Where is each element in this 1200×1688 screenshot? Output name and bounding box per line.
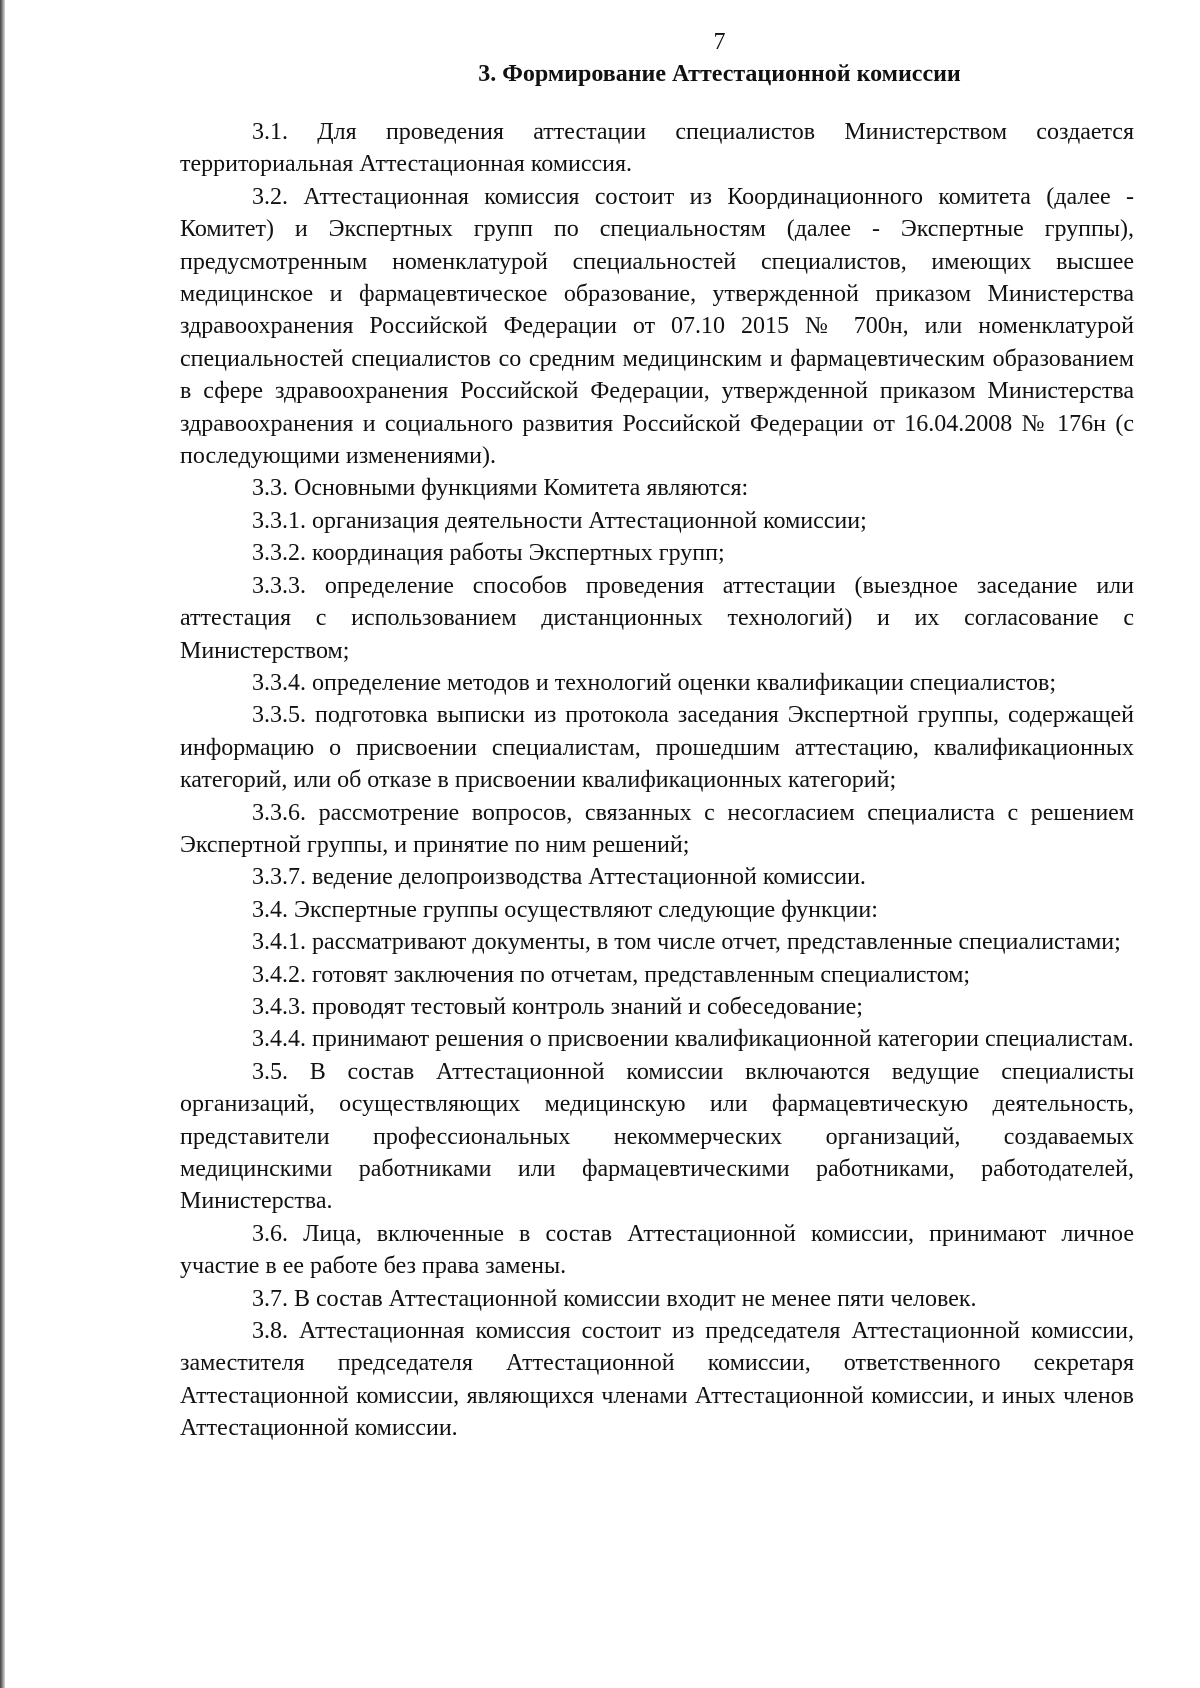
paragraph-3-3-5: 3.3.5. подготовка выписки из протокола заседания Экспертной группы, содержащей информацию о присвоении специалистам, прошедшим аттестацию, квалификационных категорий, или об отказе в присвоении квалификационных категорий; (180, 702, 1134, 794)
scan-edge (0, 0, 5, 1688)
paragraph-3-3-7: 3.3.7. ведение делопроизводства Аттестационной комиссии. (252, 864, 866, 891)
paragraph-3-4-2: 3.4.2. готовят заключения по отчетам, представленным специалистом; (252, 961, 971, 988)
paragraph-3-4-4: 3.4.4. принимают решения о присвоении квалификационной категории специалистам. (252, 1026, 1134, 1053)
paragraph-3-4-3: 3.4.3. проводят тестовый контроль знаний и собеседование; (252, 993, 863, 1020)
section-title: 3. Формирование Аттестационной комиссии (478, 61, 961, 87)
paragraph-3-7: 3.7. В состав Аттестационной комиссии входит не менее пяти человек. (252, 1285, 977, 1312)
paragraph-3-3-2: 3.3.2. координация работы Экспертных групп; (252, 540, 725, 567)
paragraph-3-3-6: 3.3.6. рассмотрение вопросов, связанных с несогласием специалиста с решением Экспертной группы, и принятие по ним решений; (180, 799, 1134, 858)
paragraph-3-4-1: 3.4.1. рассматривают документы, в том числе отчет, представленные специалистами; (252, 929, 1121, 956)
paragraph-3-3-1: 3.3.1. организация деятельности Аттестационной комиссии; (252, 507, 867, 534)
paragraph-3-2: 3.2. Аттестационная комиссия состоит из Координационного комитета (далее - Комитет) и Экспертных групп по специальностям (далее - Экспертные группы), предусмотренным номенклатурой специальностей специалистов, имеющих высшее медицинское и фармацевтическое образование, утвержденной приказом Министерства здравоохранения Российской Федерации от 07.10 2015 № 700н, или номенклатурой специальностей специалистов со средним медицинским и фармацевтическим образованием в сфере здравоохранения Российской Федерации, утвержденной приказом Министерства здравоохранения и социального развития Российской Федерации от 16.04.2008 № 176н (с последующими изменениями). (180, 183, 1134, 470)
paragraph-3-5: 3.5. В состав Аттестационной комиссии включаются ведущие специалисты организаций, осуществляющих медицинскую или фармацевтическую деятельность, представители профессиональных некоммерческих организаций, создаваемых медицинскими работниками или фармацевтическими работниками, работодателей, Министерства. (180, 1058, 1134, 1215)
paragraph-3-3-3: 3.3.3. определение способов проведения аттестации (выездное заседание или аттестация с использованием дистанционных технологий) и их согласование с Министерством; (180, 572, 1134, 664)
paragraph-3-3-4: 3.3.4. определение методов и технологий оценки квалификации специалистов; (252, 669, 1056, 696)
page-content (180, 26, 1134, 1445)
paragraph-3-1: 3.1. Для проведения аттестации специалистов Министерством создается территориальная Аттестационная комиссия. (180, 119, 1134, 178)
paragraph-3-3: 3.3. Основными функциями Комитета являются: (252, 475, 749, 502)
paragraph-3-6: 3.6. Лица, включенные в состав Аттестационной комиссии, принимают личное участие в ее работе без права замены. (180, 1220, 1134, 1280)
paragraph-3-8: 3.8. Аттестационная комиссия состоит из председателя Аттестационной комиссии, заместителя председателя Аттестационной комиссии, ответственного секретаря Аттестационной комиссии, являющихся членами Аттестационной комиссии, и иных членов Аттестационной комиссии. (180, 1318, 1134, 1442)
page-number: 7 (713, 29, 726, 55)
paragraph-3-4: 3.4. Экспертные группы осуществляют следующие функции: (252, 896, 878, 923)
